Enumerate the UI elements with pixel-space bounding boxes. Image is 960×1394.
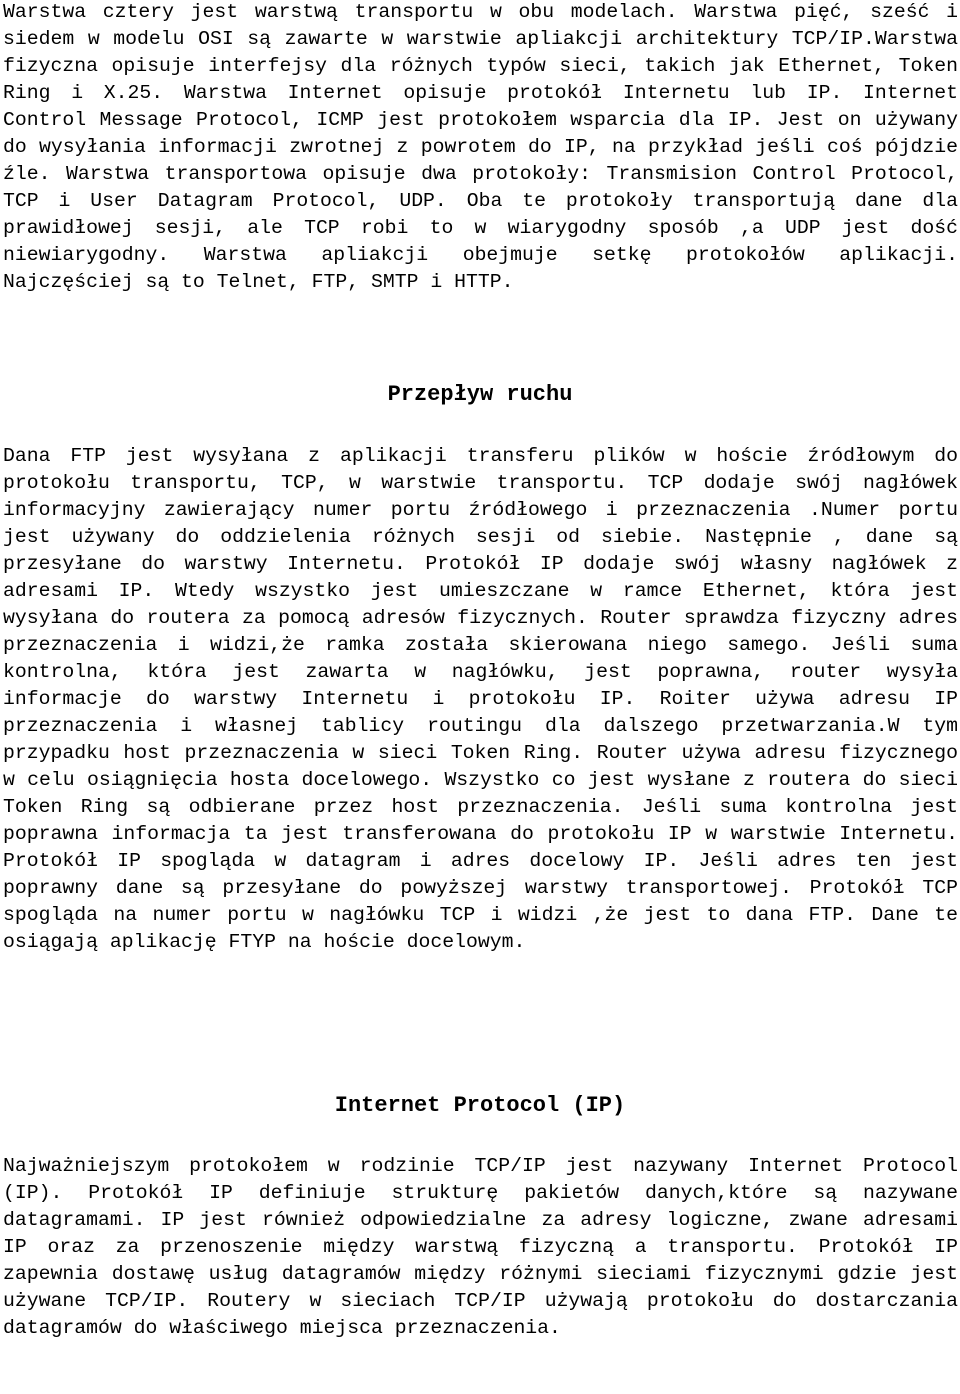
intro-paragraph: Warstwa cztery jest warstwą transportu w obu modelach. Warstwa pięć, sześć i siedem w modelu OSI są zawarte w warstwie apliakcji architektury TCP/IP.Warstwa fizyczna opisuje interfejsy dla różnych typów sieci, takich jak Ethernet, Token Ring i X.25. Warstwa Internet opisuje protokół Internetu lub IP. Internet Control Message Protocol, ICMP jest protokołem wsparcia dla IP. Jest on używany do wysyłania informacji zwrotnej z powrotem do IP, na przykład jeśli coś pójdzie źle. Warstwa transportowa opisuje dwa protokoły: Transmision Control Protocol, TCP i User Datagram Protocol, UDP. Oba te protokoły transportują dane dla prawidłowej sesji, ale TCP robi to w wiarygodny sposób ,a UDP jest dość niewiarygodny. Warstwa apliakcji obejmuje setkę protokołów aplikacji. Najczęściej są to Telnet, FTP, SMTP i HTTP. bbox=[3, 1, 958, 293]
heading-internet-protocol: Internet Protocol (IP) bbox=[334, 1093, 626, 1118]
internet-protocol-paragraph: Najważniejszym protokołem w rodzinie TCP/IP jest nazywany Internet Protocol (IP). Protokół IP definiuje strukturę pakietów danych,które są nazywane datagramami. IP jest również odpowiedzialne za adresy logiczne, zwane adresami IP oraz za przenoszenie między warstwą fizyczną a transportu. Protokół IP zapewnia dostawę usług datagramów między różnymi sieciami fizycznymi gdzie jest używane TCP/IP. Routery w sieciach TCP/IP używają protokołu do dostarczania datagramów do właściwego miejsca przeznaczenia. bbox=[3, 1155, 958, 1339]
traffic-flow-paragraph: Dana FTP jest wysyłana z aplikacji transferu plików w hoście źródłowym do protokołu transportu, TCP, w warstwie transportu. TCP dodaje swój nagłówek informacyjny zawierający numer portu źródłowego i przeznaczenia .Numer portu jest używany do oddzielenia różnych sesji od siebie. Następnie , dane są przesyłane do warstwy Internetu. Protokół IP dodaje swój własny nagłówek z adresami IP. Wtedy wszystko jest umieszczane w ramce Ethernet, która jest wysyłana do routera za pomocą adresów fizycznych. Router sprawdza fizyczny adres przeznaczenia i widzi,że ramka została skierowana niego samego. Jeśli suma kontrolna, która jest zawarta w nagłówku, jest poprawna, router wysyła informacje do warstwy Internetu i protokołu IP. Roiter używa adresu IP przeznaczenia i własnej tablicy routingu dla dalszego przetwarzania.W tym przypadku host przeznaczenia w sieci Token Ring. Router używa adresu fizycznego w celu osiągnięcia hosta docelowego. Wszystko co jest wysłane z routera do sieci Token Ring są odbierane przez host przeznaczenia. Jeśli suma kontrolna jest poprawna informacja ta jest transferowana do protokołu IP w warstwie Internetu. Protokół IP spogląda w datagram i adres docelowy IP. Jeśli adres ten jest poprawny dane są przesyłane do powyższej warstwy transportowej. Protokół TCP spogląda na numer portu w nagłówku TCP i widzi ,że jest to dana FTP. Dane te osiągają aplikację FTYP na hoście docelowym. bbox=[3, 445, 958, 953]
heading-traffic-flow: Przepływ ruchu bbox=[387, 382, 573, 407]
